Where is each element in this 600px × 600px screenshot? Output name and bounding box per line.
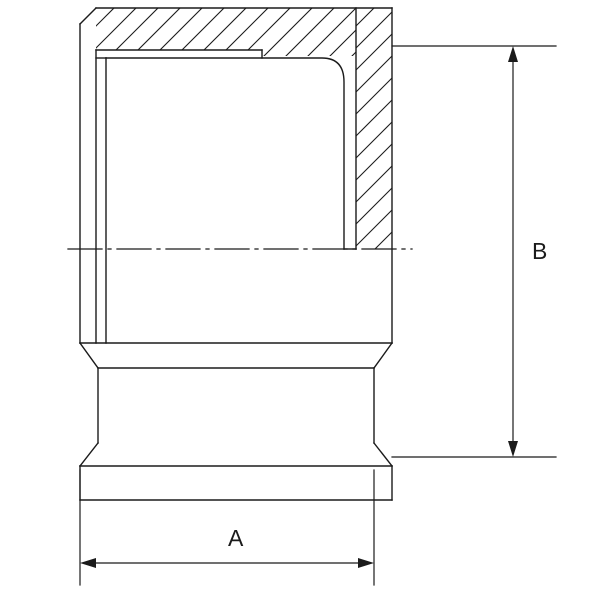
dimension-b-label: B [532, 238, 548, 264]
part-outer-outline [80, 8, 392, 500]
dimension-a [80, 470, 374, 585]
section-hatching [20, 0, 450, 346]
dimension-a-label: A [228, 525, 244, 551]
part-internal-lines [80, 8, 392, 466]
